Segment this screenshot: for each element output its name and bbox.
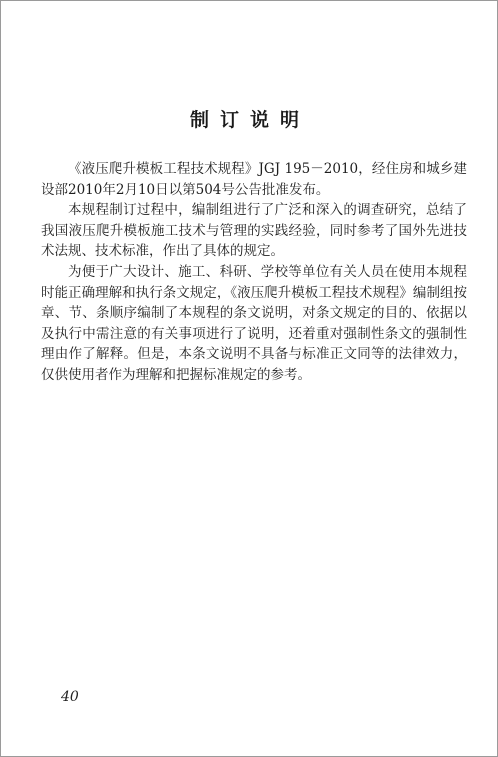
page-number: 40 [61,689,79,705]
paragraph-2: 本规程制订过程中，编制组进行了广泛和深入的调查研究，总结了我国液压爬升模板施工技术与管理的实践经验，同时参考了国外先进技术法规、技术标准，作出了具体的规定。 [41,202,467,260]
body-text [41,159,467,386]
page-title: 制订说明 [189,109,310,131]
paragraph-3: 为便于广大设计、施工、科研、学校等单位有关人员在使用本规程时能正确理解和执行条文规定，《液压爬升模板工程技术规程》编制组按章、节、条顺序编制了本规程的条文说明，对条文规定的目的、依据以及执行中需注意的有关事项进行了说明，还着重对强制性条文的强制性理由作了解释。但是，本条文说明不具备与标准正文同等的法律效力，仅供使用者作为理解和把握标准规定的参考。 [41,263,467,383]
paragraph-1: 《液压爬升模板工程技术规程》JGJ 195－2010，经住房和城乡建设部2010年2月10日以第504号公告批准发布。 [41,161,467,198]
